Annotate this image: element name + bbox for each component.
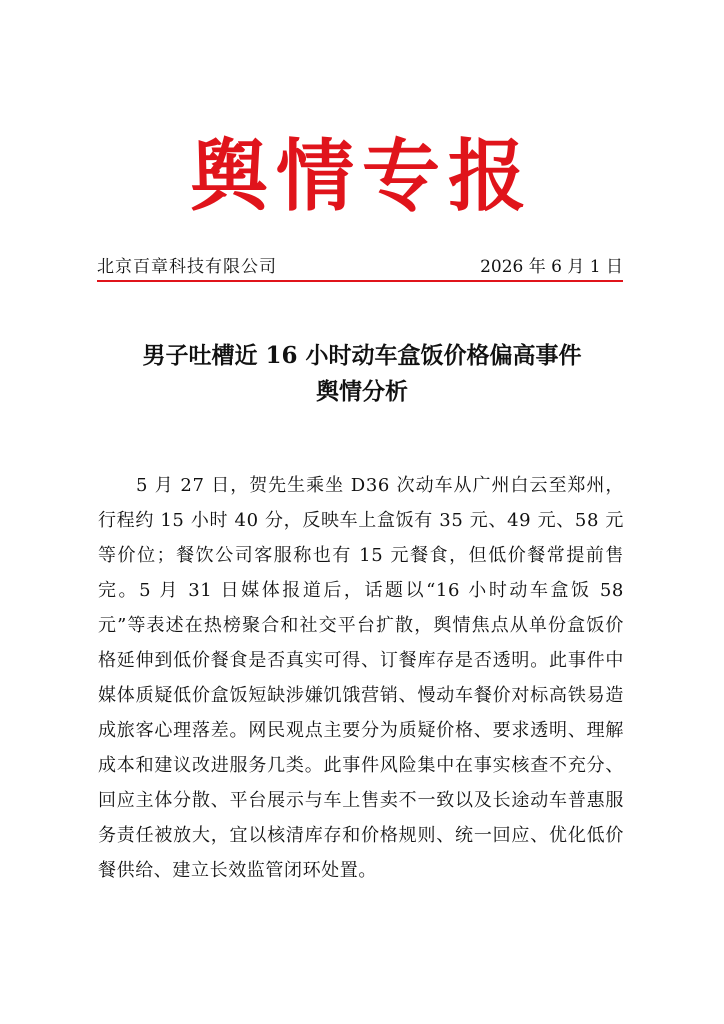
organization-name: 北京百章科技有限公司 <box>97 257 277 277</box>
report-date: 2026 年 6 月 1 日 <box>480 257 623 277</box>
document-title-line-2: 舆情分析 <box>316 378 408 405</box>
masthead-title: 舆情专报 <box>189 131 534 222</box>
document-header <box>97 256 623 278</box>
document-title-line-1: 男子吐槽近 16 小时动车盒饭价格偏高事件 <box>142 342 582 369</box>
header-divider <box>97 280 623 282</box>
document-title <box>60 338 664 410</box>
body-paragraph: 5 月 27 日，贺先生乘坐 D36 次动车从广州白云至郑州，行程约 15 小时 40 分，反映车上盒饭有 35 元、49 元、58 元等价位；餐饮公司客服称也有 15 元餐食，但低价餐常提前售完。5 月 31 日媒体报道后，话题以“16 小时动车盒饭 58 元”等表述在热榜聚合和社交平台扩散，舆情焦点从单份盒饭价格延伸到低价餐食是否真实可得、订餐库存是否透明。此事件中媒体质疑低价盒饭短缺涉嫌饥饿营销、慢动车餐价对标高铁易造成旅客心理落差。网民观点主要分为质疑价格、要求透明、理解成本和建议改进服务几类。此事件风险集中在事实核查不充分、回应主体分散、平台展示与车上售卖不一致以及长途动车普惠服务责任被放大，宜以核清库存和价格规则、统一回应、优化低价餐供给、建立长效监管闭环处置。 <box>98 475 624 881</box>
